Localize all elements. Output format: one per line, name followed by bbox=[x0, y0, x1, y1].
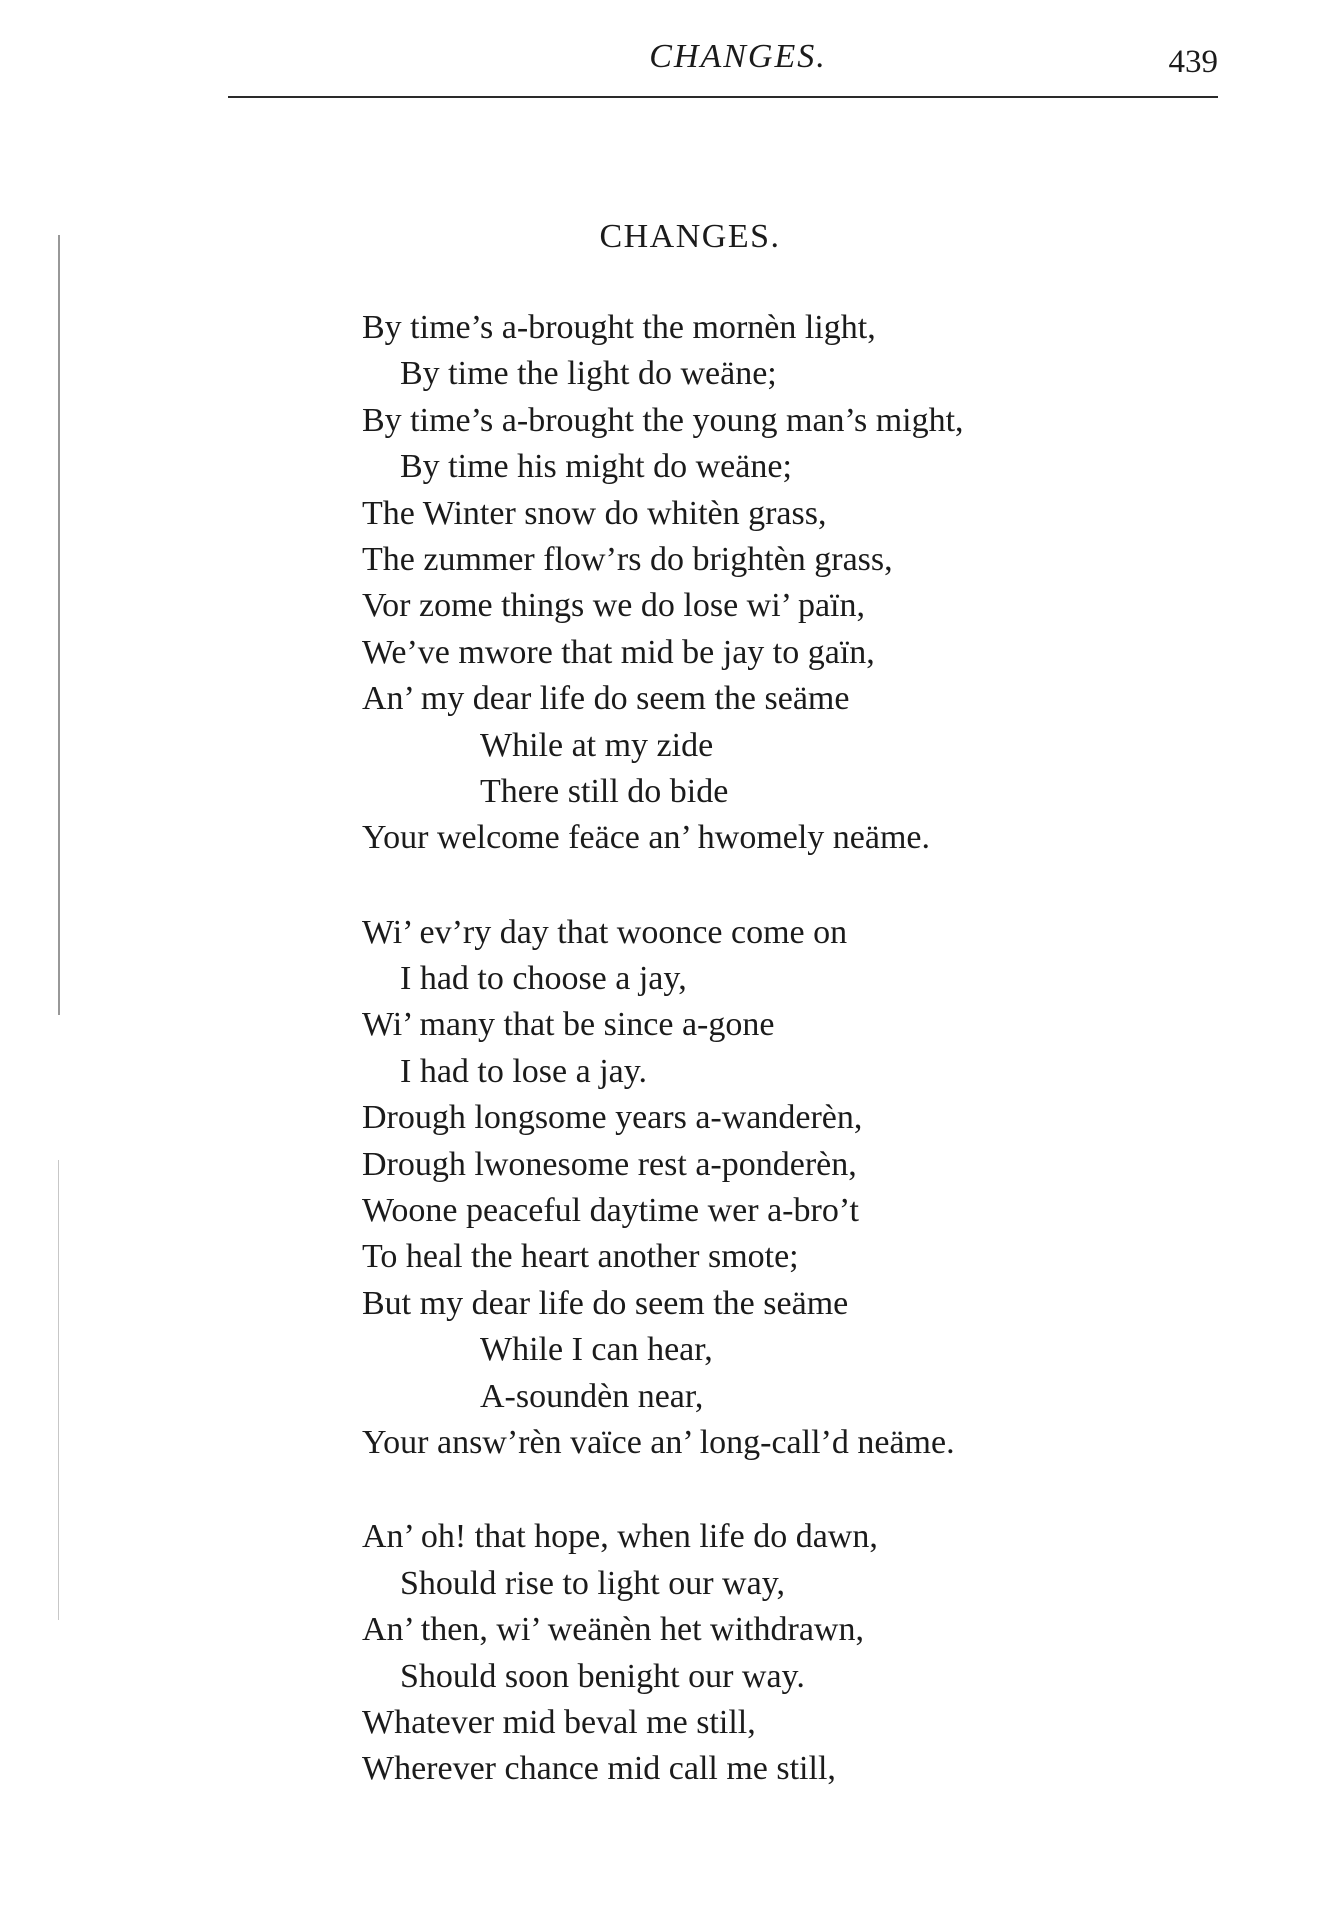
poem-line: Woone peaceful daytime wer a-bro’t bbox=[362, 1192, 859, 1230]
poem-line: The Winter snow do whitèn grass, bbox=[362, 494, 827, 532]
poem-line: Vor zome things we do lose wi’ païn, bbox=[362, 587, 865, 625]
header-rule bbox=[228, 96, 1218, 98]
poem-line: But my dear life do seem the seäme bbox=[362, 1284, 849, 1322]
poem-line: There still do bide bbox=[480, 772, 729, 810]
stanza bbox=[362, 305, 1222, 862]
running-head bbox=[228, 38, 1218, 88]
poem-line: We’ve mwore that mid be jay to gaïn, bbox=[362, 633, 875, 671]
poem-line: Should soon benight our way. bbox=[400, 1657, 805, 1695]
poem-line: By time’s a-brought the mornèn light, bbox=[362, 309, 876, 346]
running-title: CHANGES. bbox=[649, 38, 827, 75]
poem-line: By time his might do weäne; bbox=[400, 448, 792, 486]
poem-body bbox=[362, 305, 1222, 1841]
poem-line: I had to choose a jay, bbox=[400, 960, 687, 998]
poem-line: While at my zide bbox=[480, 726, 714, 764]
poem-line: The zummer flow’rs do brightèn grass, bbox=[362, 540, 893, 578]
poem-line: Should rise to light our way, bbox=[400, 1564, 785, 1602]
poem-line: An’ oh! that hope, when life do dawn, bbox=[362, 1518, 878, 1556]
binding-edge-mark bbox=[58, 235, 60, 1015]
poem-line: An’ then, wi’ weänèn het withdrawn, bbox=[362, 1611, 864, 1649]
poem-line: Whatever mid beval me still, bbox=[362, 1703, 756, 1741]
poem-line: An’ my dear life do seem the seäme bbox=[362, 680, 850, 718]
poem-line: Your welcome feäce an’ hwomely neäme. bbox=[362, 819, 931, 857]
stanza bbox=[362, 910, 1222, 1467]
poem-line: Your answ’rèn vaïce an’ long-call’d neäme. bbox=[362, 1423, 955, 1461]
poem-line: While I can hear, bbox=[480, 1331, 713, 1369]
poem-line: Wherever chance mid call me still, bbox=[362, 1750, 836, 1788]
binding-edge-mark bbox=[58, 1160, 59, 1620]
poem-line: Wi’ ev’ry day that woonce come on bbox=[362, 913, 848, 951]
poem-line: Wi’ many that be since a-gone bbox=[362, 1006, 775, 1044]
poem-line: Drough longsome years a-wanderèn, bbox=[362, 1099, 863, 1137]
poem-line: By time the light do weäne; bbox=[400, 355, 777, 393]
poem-title: CHANGES. bbox=[599, 218, 781, 255]
poem-line: I had to lose a jay. bbox=[400, 1052, 648, 1090]
poem-line: A-soundèn near, bbox=[480, 1377, 704, 1415]
page-number: 439 bbox=[1168, 44, 1218, 80]
poem-line: By time’s a-brought the young man’s might, bbox=[362, 401, 964, 439]
poem-line: To heal the heart another smote; bbox=[362, 1238, 799, 1276]
poem-line: Drough lwonesome rest a-ponderèn, bbox=[362, 1145, 857, 1183]
stanza bbox=[362, 1514, 1222, 1792]
